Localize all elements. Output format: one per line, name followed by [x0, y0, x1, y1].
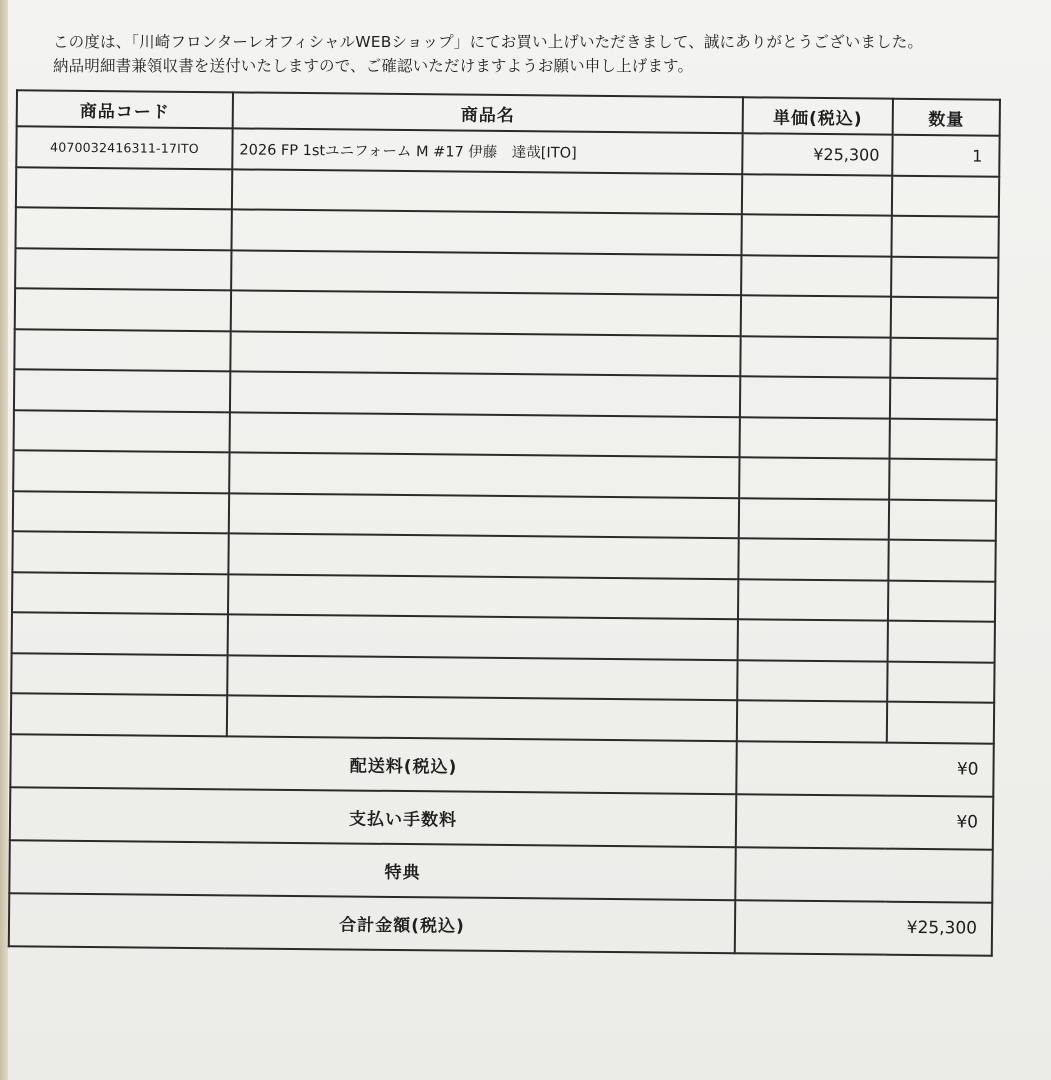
empty-cell	[231, 250, 741, 295]
empty-cell	[739, 457, 889, 499]
empty-cell	[228, 614, 738, 659]
empty-cell	[230, 371, 740, 416]
empty-cell	[738, 619, 888, 661]
empty-cell	[14, 369, 230, 412]
empty-cell	[740, 417, 890, 459]
empty-cell	[741, 295, 891, 337]
empty-cell	[227, 695, 737, 740]
empty-cell	[742, 174, 892, 216]
empty-cell	[888, 580, 995, 622]
empty-cell	[740, 336, 890, 378]
empty-cell	[740, 376, 890, 418]
empty-cell	[231, 209, 741, 254]
intro-text	[53, 30, 923, 78]
empty-cell	[889, 459, 996, 501]
empty-cell	[12, 531, 228, 574]
empty-cell	[14, 329, 230, 372]
empty-cell	[891, 256, 998, 298]
empty-cell	[738, 579, 888, 621]
empty-cell	[889, 499, 996, 541]
item-rows	[11, 126, 1000, 743]
total-value: ¥25,300	[735, 900, 992, 955]
product-name: 2026 FP 1stユニフォーム M #17 伊藤 達哉[ITO]	[232, 128, 742, 173]
empty-cell	[890, 418, 997, 460]
empty-cell	[741, 255, 891, 297]
empty-cell	[891, 297, 998, 339]
shipping-row	[10, 734, 993, 796]
payment-fee-row	[10, 787, 993, 849]
empty-cell	[231, 290, 741, 335]
empty-cell	[13, 491, 229, 534]
payment-fee-value: ¥0	[736, 794, 993, 849]
empty-cell	[890, 378, 997, 420]
empty-cell	[739, 498, 889, 540]
empty-cell	[737, 660, 887, 702]
header-unit-price: 単価(税込)	[743, 97, 893, 134]
empty-cell	[887, 702, 994, 744]
empty-cell	[227, 655, 737, 700]
empty-cell	[11, 653, 227, 696]
empty-cell	[737, 700, 887, 742]
empty-cell	[12, 572, 228, 615]
empty-cell	[16, 207, 232, 250]
product-code: 4070032416311-17ITO	[16, 126, 232, 169]
payment-fee-label: 支払い手数料	[10, 787, 736, 847]
bonus-value	[735, 847, 992, 902]
header-quantity: 数量	[893, 99, 1000, 136]
empty-cell	[228, 533, 738, 578]
empty-cell	[15, 288, 231, 331]
empty-cell	[890, 337, 997, 379]
empty-cell	[230, 412, 740, 457]
empty-cell	[891, 216, 998, 258]
empty-cell	[14, 410, 230, 453]
empty-cell	[741, 214, 891, 256]
empty-cell	[11, 693, 227, 736]
empty-cell	[887, 661, 994, 703]
shipping-value: ¥0	[736, 741, 993, 796]
shipping-label: 配送料(税込)	[10, 734, 736, 794]
empty-cell	[228, 574, 738, 619]
empty-cell	[15, 248, 231, 291]
invoice-table	[8, 89, 1001, 956]
header-product-name: 商品名	[233, 92, 743, 133]
empty-cell	[16, 167, 232, 210]
empty-cell	[229, 452, 739, 497]
total-row	[9, 893, 992, 955]
bonus-label: 特典	[9, 840, 735, 900]
bonus-row	[9, 840, 992, 902]
empty-cell	[888, 540, 995, 582]
empty-cell	[738, 538, 888, 580]
intro-line-1: この度は、「川崎フロンターレオフィシャルWEBショップ」にてお買い上げいただきまして、誠にありがとうございました。	[53, 33, 923, 51]
empty-cell	[892, 175, 999, 217]
empty-cell	[12, 612, 228, 655]
empty-cell	[230, 331, 740, 376]
total-label: 合計金額(税込)	[9, 893, 735, 953]
summary-rows	[9, 734, 994, 955]
empty-cell	[13, 450, 229, 493]
empty-cell	[229, 493, 739, 538]
header-product-code: 商品コード	[17, 90, 233, 128]
quantity: 1	[892, 135, 999, 177]
unit-price: ¥25,300	[742, 133, 892, 175]
intro-line-2: 納品明細書兼領収書を送付いたしますので、ご確認いただけますようお願い申し上げます。	[53, 57, 694, 75]
empty-cell	[232, 169, 742, 214]
empty-cell	[888, 621, 995, 663]
